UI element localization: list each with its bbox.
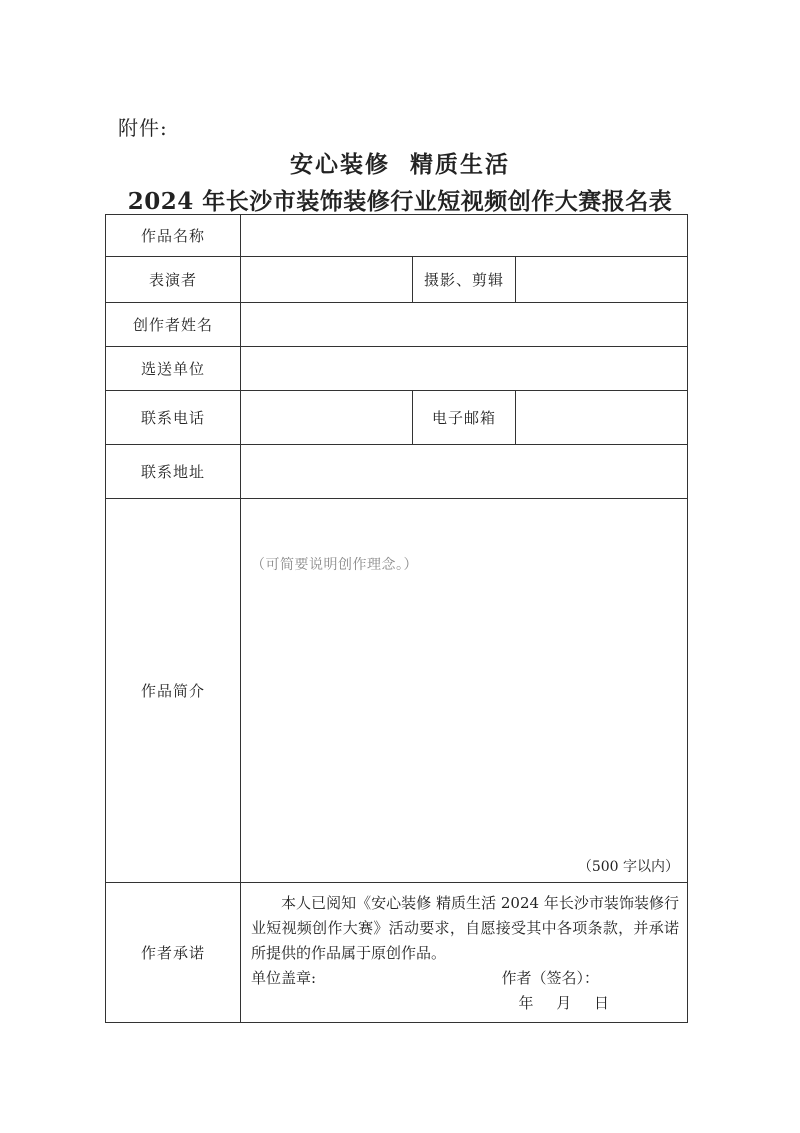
work-name-field[interactable]	[241, 215, 688, 257]
phone-label: 联系电话	[106, 391, 241, 445]
author-name-label: 创作者姓名	[106, 303, 241, 347]
date-label: 年 月 日	[518, 994, 610, 1012]
intro-label: 作品简介	[106, 499, 241, 883]
unit-field[interactable]	[241, 347, 688, 391]
photo-edit-field[interactable]	[516, 257, 688, 303]
row-address	[106, 445, 688, 499]
signature-label: 作者（签名）：	[501, 969, 600, 987]
intro-hint: （可简要说明创作理念。）	[251, 557, 418, 573]
title-part-2: 精质生活	[410, 151, 510, 178]
page-title	[0, 146, 800, 179]
row-author-name	[106, 303, 688, 347]
pledge-text: 本人已阅知《安心装修 精质生活 2024 年长沙市装饰装修行业短视频创作大赛》活动要求，自愿接受其中各项条款，并承诺所提供的作品属于原创作品。	[251, 894, 680, 962]
row-performer	[106, 257, 688, 303]
email-label: 电子邮箱	[413, 391, 516, 445]
pledge-label: 作者承诺	[106, 883, 241, 1023]
author-name-field[interactable]	[241, 303, 688, 347]
row-unit	[106, 347, 688, 391]
form-title: 2024 年长沙市装饰装修行业短视频创作大赛报名表	[127, 188, 673, 215]
work-name-label: 作品名称	[106, 215, 241, 257]
intro-limit: （500 字以内）	[577, 859, 680, 875]
intro-field[interactable]	[241, 499, 688, 883]
title-part-1: 安心装修	[290, 151, 390, 178]
row-phone	[106, 391, 688, 445]
unit-label: 选送单位	[106, 347, 241, 391]
photo-edit-label: 摄影、剪辑	[413, 257, 516, 303]
registration-form	[105, 214, 688, 1023]
attachment-label: 附件:	[118, 116, 168, 140]
pledge-content	[241, 883, 688, 1023]
performer-field[interactable]	[241, 257, 413, 303]
address-field[interactable]	[241, 445, 688, 499]
performer-label: 表演者	[106, 257, 241, 303]
address-label: 联系地址	[106, 445, 241, 499]
row-intro	[106, 499, 688, 883]
seal-label: 单位盖章:	[251, 969, 317, 987]
row-pledge	[106, 883, 688, 1023]
email-field[interactable]	[516, 391, 688, 445]
pledge-sign-row	[251, 966, 679, 991]
row-work-name	[106, 215, 688, 257]
phone-field[interactable]	[241, 391, 413, 445]
